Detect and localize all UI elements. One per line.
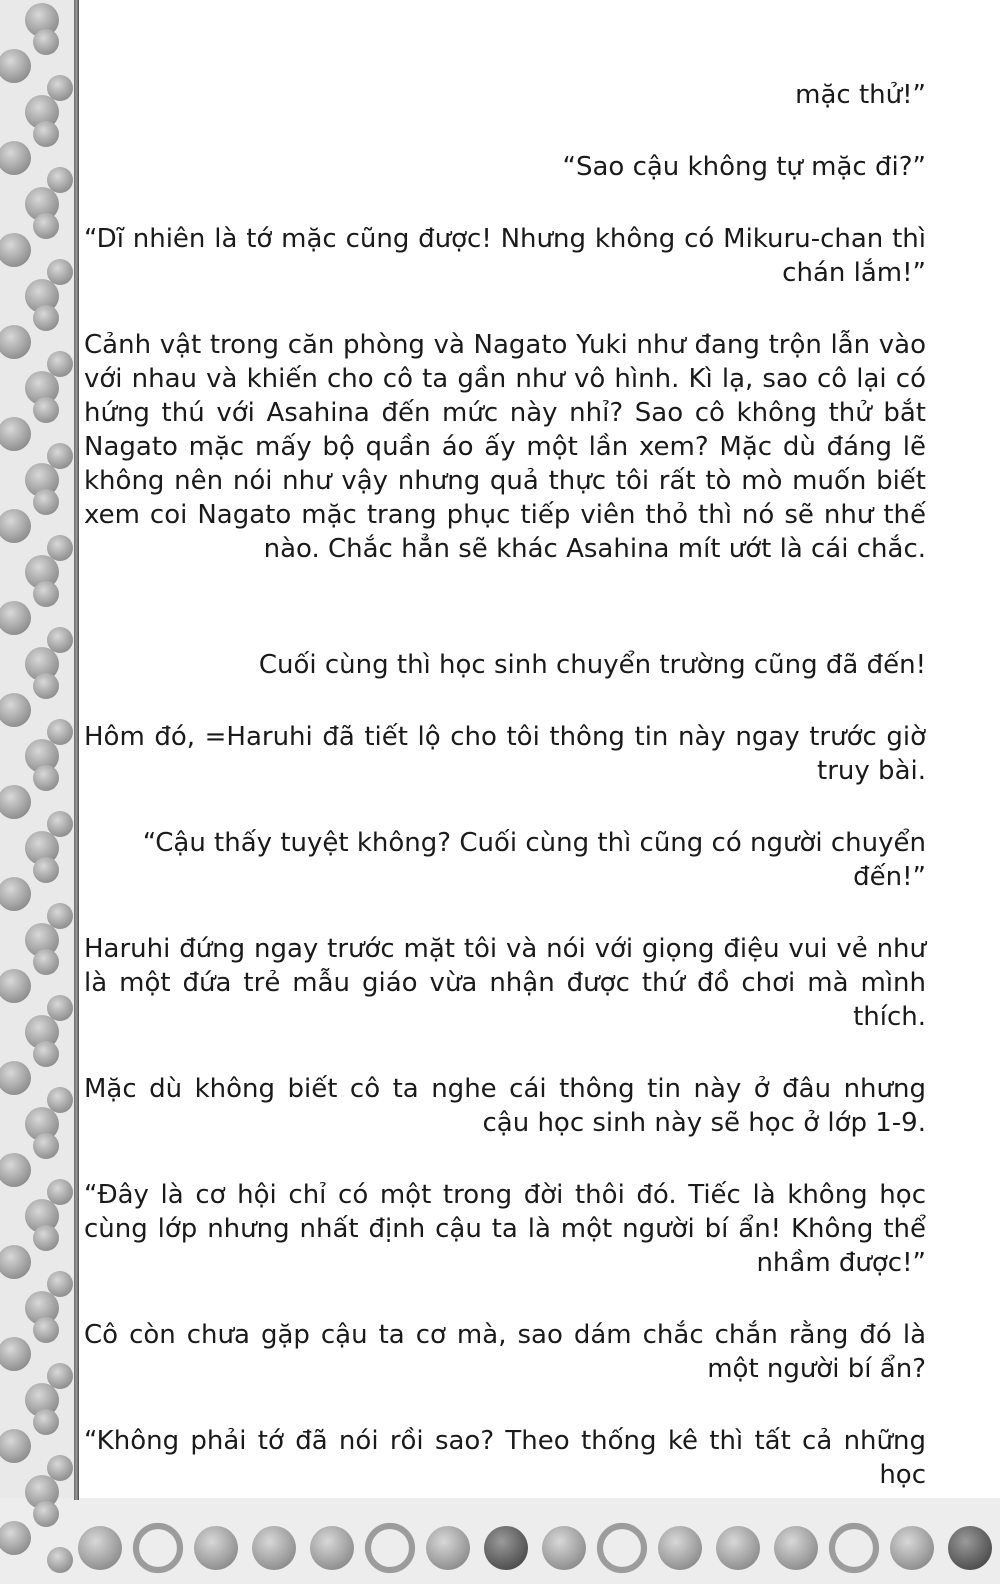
paragraph: “Sao cậu không tự mặc đi?”	[562, 152, 926, 182]
paragraph: Hôm đó, =Haruhi đã tiết lộ cho tôi thông tin này ngay trước giờ truy bài.	[84, 722, 926, 786]
paragraph: “Dĩ nhiên là tớ mặc cũng được! Nhưng không có Mikuru-chan thì chán lắm!”	[84, 224, 926, 288]
paragraph: Mặc dù không biết cô ta nghe cái thông tin này ở đâu nhưng cậu học sinh này sẽ học ở lớp 1-9.	[84, 1074, 926, 1138]
paragraph: Cảnh vật trong căn phòng và Nagato Yuki như đang trộn lẫn vào với nhau và khiến cho cô ta gần như vô hình. Kì lạ, sao cô lại có hứng thú với Asahina đến mức này nhỉ? Sao cô không thử bắt Nagato mặc mấy bộ quần áo ấy một lần xem? Mặc dù đáng lẽ không nên nói như vậy nhưng quả thực tôi rất tò mò muốn biết xem coi Nagato mặc trang phục tiếp viên thỏ thì nó sẽ như thế nào. Chắc hẳn sẽ khác Asahina mít ướt là cái chắc.	[84, 330, 926, 564]
paragraph: “Cậu thấy tuyệt không? Cuối cùng thì cũng có người chuyển đến!”	[142, 828, 926, 892]
paragraph: mặc thử!”	[795, 80, 926, 110]
paragraph: “Không phải tớ đã nói rồi sao? Theo thống kê thì tất cả những học	[84, 1426, 926, 1490]
paragraph: Cuối cùng thì học sinh chuyển trường cũng đã đến!	[258, 650, 926, 680]
paragraph: Haruhi đứng ngay trước mặt tôi và nói với giọng điệu vui vẻ như là một đứa trẻ mẫu giáo vừa nhận được thứ đồ chơi mà mình thích.	[84, 934, 926, 1032]
paragraph: Cô còn chưa gặp cậu ta cơ mà, sao dám chắc chắn rằng đó là một người bí ẩn?	[84, 1320, 926, 1384]
page-spine	[74, 0, 79, 1500]
text-body	[84, 78, 926, 1492]
paragraph: “Đây là cơ hội chỉ có một trong đời thôi đó. Tiếc là không học cùng lớp nhưng nhất định cậu ta là một người bí ẩn! Không thể nhầm được!”	[84, 1180, 926, 1278]
